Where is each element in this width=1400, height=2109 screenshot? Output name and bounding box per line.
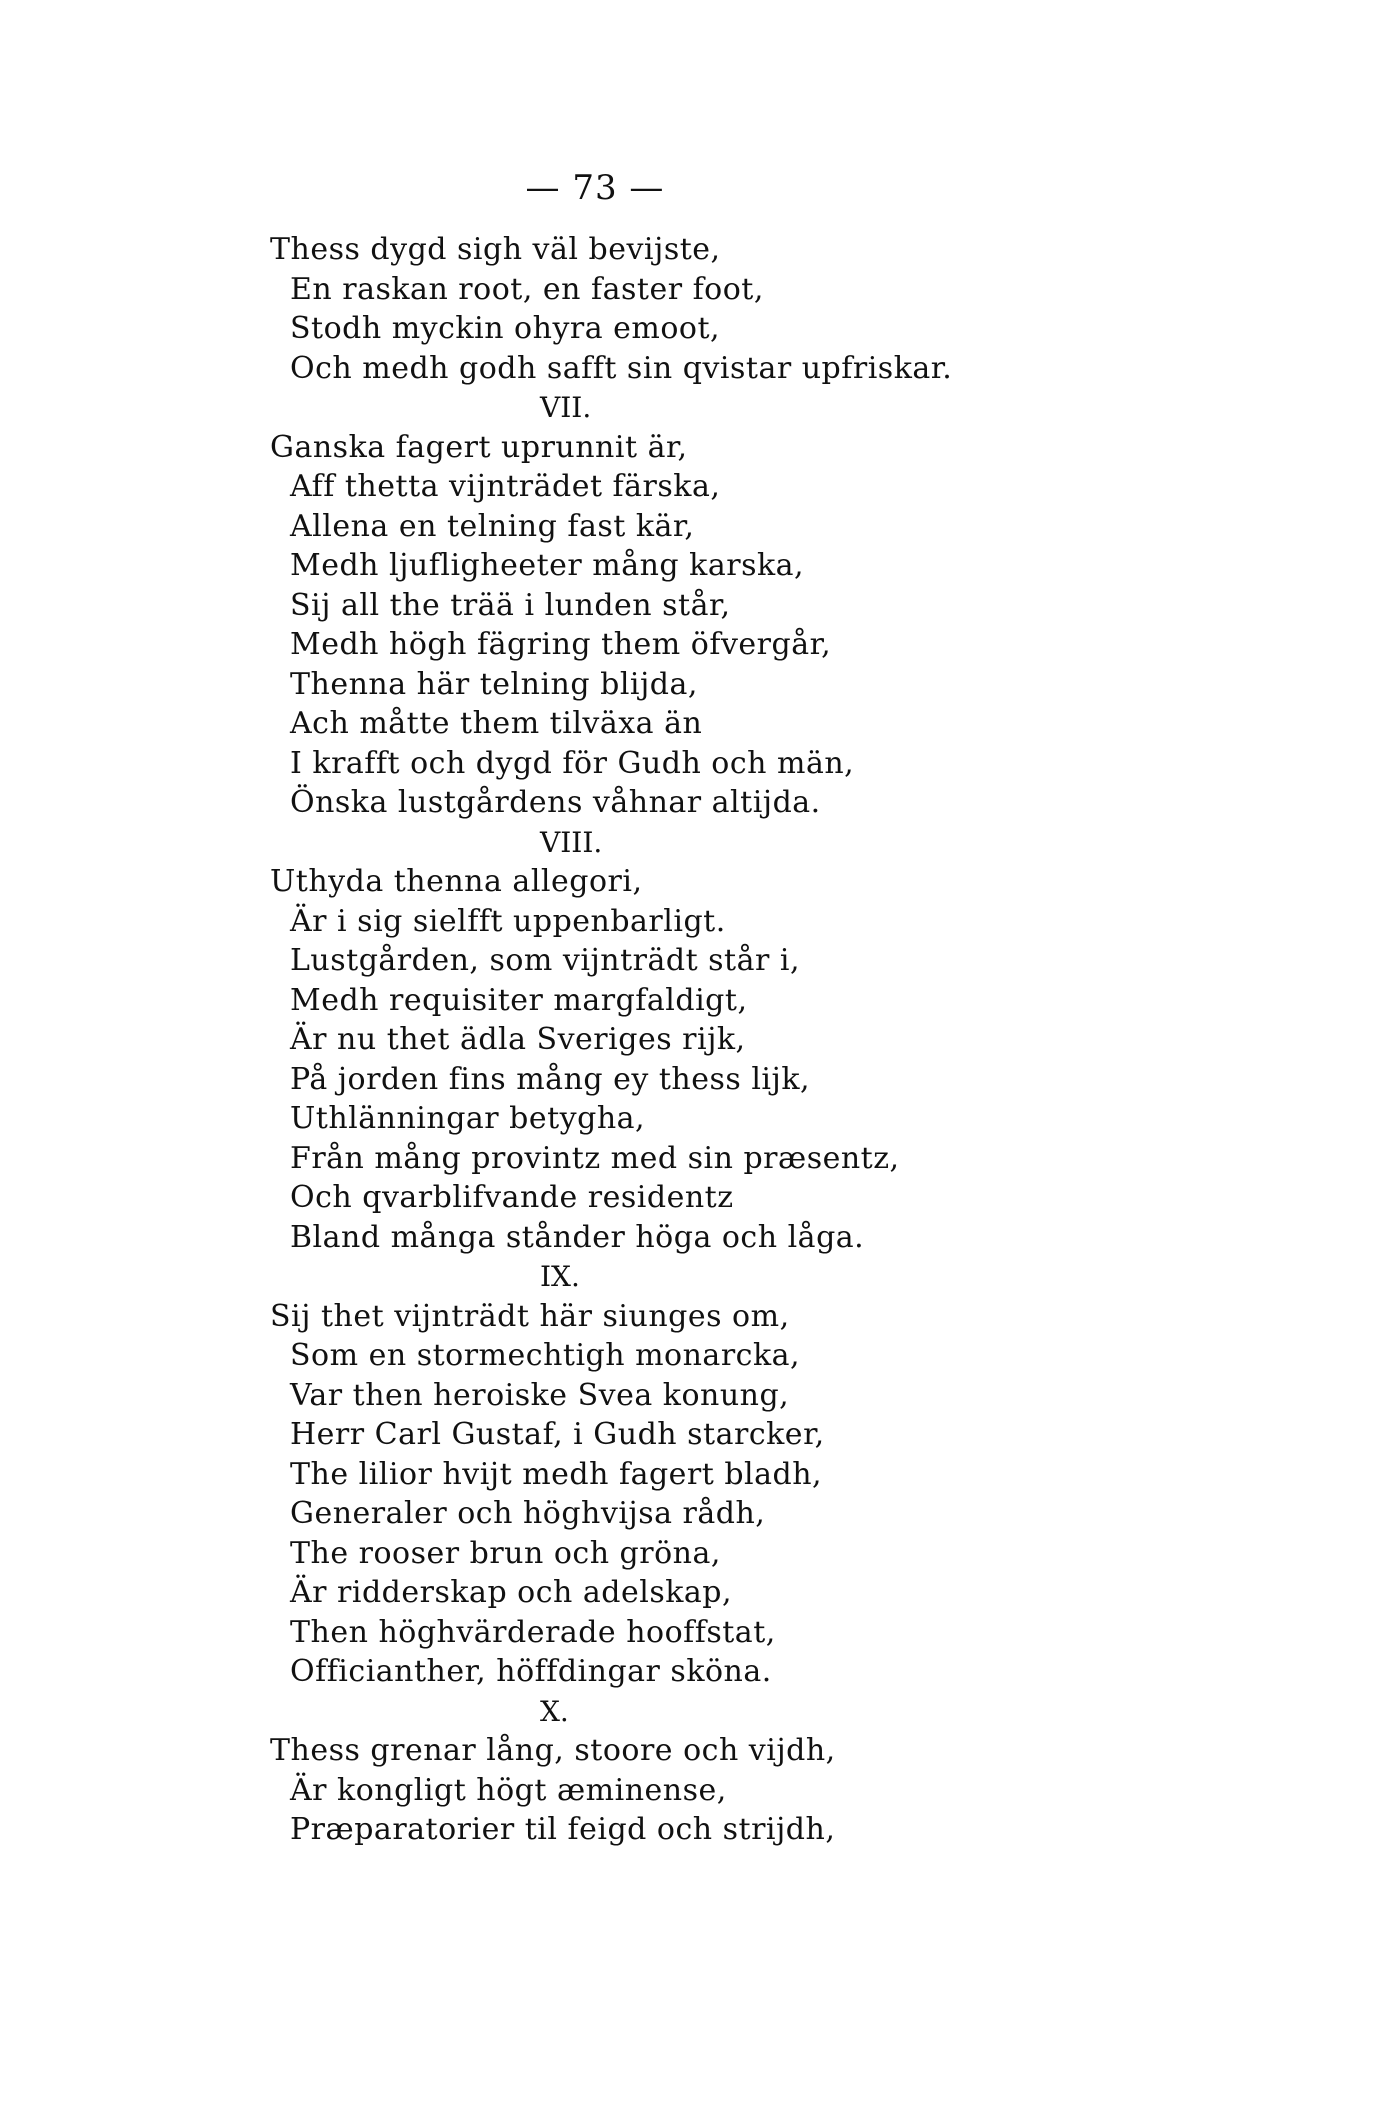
poem-line: Officianther, höffdingar sköna. (290, 1654, 772, 1689)
poem-line: Är nu thet ädla Sveriges rijk, (290, 1022, 746, 1057)
poem-line: Är kongligt högt æminense, (290, 1772, 727, 1808)
poem-line: En raskan root, en faster foot, (290, 271, 764, 307)
poem-line: Aff thetta vijnträdet färska, (290, 469, 721, 504)
poem-line: Ganska fagert uprunnit är, (270, 429, 688, 465)
poem-line: Thess dygd sigh väl bevijste, (270, 232, 721, 267)
poem-line: Var then heroiske Svea konung, (290, 1377, 790, 1413)
poem-line: Som en stormechtigh monarcka, (290, 1338, 801, 1373)
poem-line: Önska lustgårdens våhnar altijda. (290, 785, 821, 820)
poem-line: Bland många stånder höga och låga. (290, 1219, 865, 1255)
poem-line: Och medh godh safft sin qvistar upfriskar. (290, 350, 953, 386)
stanza-number: VIII. (540, 825, 603, 859)
poem-line: Præparatorier til feigd och strijdh, (290, 1812, 836, 1847)
poem-line: Från mång provintz med sin præsentz, (290, 1140, 900, 1176)
poem-line: Är i sig sielfft uppenbarligt. (290, 903, 726, 939)
poem-line: Stodh myckin ohyra emoot, (290, 311, 721, 346)
poem-line: The lilior hvijt medh fagert bladh, (290, 1456, 823, 1492)
poem-line: Medh ljufligheeter mång karska, (290, 548, 805, 583)
poem-line: Herr Carl Gustaf, i Gudh starcker, (290, 1417, 825, 1452)
stanza-number: IX. (540, 1260, 580, 1293)
poem-line: Ach måtte them tilväxa än (290, 706, 703, 741)
poem-line: Sij thet vijnträdt här siunges om, (270, 1298, 790, 1334)
poem-line: Är ridderskap och adelskap, (290, 1575, 733, 1610)
poem-line: Lustgården, som vijnträdt står i, (290, 943, 801, 978)
poem-line: Och qvarblifvande residentz (290, 1180, 734, 1215)
poem-line: Then höghvärderade hooffstat, (290, 1614, 776, 1650)
poem-line: The rooser brun och gröna, (290, 1535, 721, 1571)
poem-line: Medh högh fägring them öfvergår, (290, 627, 832, 662)
poem-line: Generaler och höghvijsa rådh, (290, 1496, 766, 1531)
poem-line: Thenna här telning blijda, (290, 666, 698, 702)
poem-line: På jorden fins mång ey thess lijk, (290, 1061, 811, 1097)
poem-line: Allena en telning fast kär, (290, 508, 695, 544)
poem-line: Uthyda thenna allegori, (270, 864, 643, 899)
poem-line: Thess grenar lång, stoore och vijdh, (270, 1733, 836, 1768)
poem-line: Sij all the trää i lunden står, (290, 587, 731, 623)
stanza-number: VII. (540, 391, 592, 424)
poem-line: Medh requisiter margfaldigt, (290, 982, 748, 1018)
page-number: — 73 — (525, 168, 665, 208)
poem-line: Uthlänningar betygha, (290, 1101, 646, 1136)
poem-text (270, 230, 1070, 1850)
stanza-number: X. (540, 1694, 569, 1728)
poem-line: I krafft och dygd för Gudh och män, (290, 745, 855, 781)
